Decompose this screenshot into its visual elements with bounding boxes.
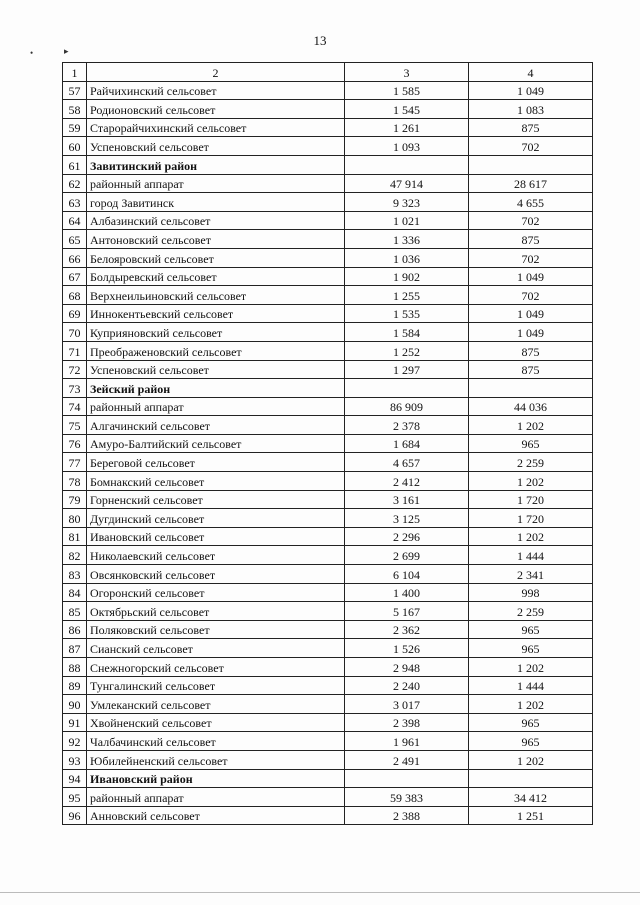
row-name-cell: Алгачинский сельсовет (87, 416, 345, 435)
col3-value-cell: 1 684 (345, 434, 469, 453)
col3-value-cell: 1 093 (345, 137, 469, 156)
col4-value-cell: 4 655 (469, 193, 593, 212)
col4-value-cell: 28 617 (469, 174, 593, 193)
row-number-cell: 95 (63, 788, 87, 807)
row-name-cell: Бомнакский сельсовет (87, 472, 345, 491)
row-name-cell: Горненский сельсовет (87, 490, 345, 509)
col3-value-cell: 2 699 (345, 546, 469, 565)
row-number-cell: 58 (63, 100, 87, 119)
table-row (63, 100, 593, 119)
table-row (63, 490, 593, 509)
row-name-cell: город Завитинск (87, 193, 345, 212)
table-row (63, 341, 593, 360)
row-name-cell: Завитинский район (87, 155, 345, 174)
col4-value-cell: 1 083 (469, 100, 593, 119)
table-section-row (63, 155, 593, 174)
row-name-cell: Старорайчихинский сельсовет (87, 118, 345, 137)
table-row (63, 248, 593, 267)
table-row (63, 602, 593, 621)
row-number-cell: 96 (63, 806, 87, 825)
col4-value-cell: 875 (469, 118, 593, 137)
col4-value-cell: 1 202 (469, 750, 593, 769)
col3-value-cell: 2 412 (345, 472, 469, 491)
row-name-cell: Октябрьский сельсовет (87, 602, 345, 621)
row-number-cell: 84 (63, 583, 87, 602)
col4-value-cell: 1 202 (469, 416, 593, 435)
table-row (63, 806, 593, 825)
col3-value-cell: 1 400 (345, 583, 469, 602)
row-name-cell: Иннокентьевский сельсовет (87, 304, 345, 323)
col4-value-cell: 875 (469, 230, 593, 249)
col3-value-cell: 1 255 (345, 286, 469, 305)
row-name-cell: Анновский сельсовет (87, 806, 345, 825)
row-number-cell: 69 (63, 304, 87, 323)
table-row (63, 118, 593, 137)
col4-value-cell: 1 202 (469, 527, 593, 546)
table-section-row (63, 769, 593, 788)
row-name-cell: Успеновский сельсовет (87, 137, 345, 156)
row-number-cell: 85 (63, 602, 87, 621)
col4-value-cell: 1 720 (469, 490, 593, 509)
col4-value-cell: 965 (469, 732, 593, 751)
col4-value-cell: 965 (469, 620, 593, 639)
row-number-cell: 76 (63, 434, 87, 453)
col3-value-cell: 1 535 (345, 304, 469, 323)
col3-value-cell: 2 398 (345, 713, 469, 732)
row-name-cell: Чалбачинский сельсовет (87, 732, 345, 751)
col3-value-cell: 1 261 (345, 118, 469, 137)
row-number-cell: 75 (63, 416, 87, 435)
col4-value-cell: 1 202 (469, 658, 593, 677)
col4-value-cell: 2 259 (469, 602, 593, 621)
row-number-cell: 68 (63, 286, 87, 305)
row-name-cell: районный аппарат (87, 788, 345, 807)
col4-value-cell: 1 049 (469, 304, 593, 323)
col3-value-cell: 1 902 (345, 267, 469, 286)
col3-value-cell: 59 383 (345, 788, 469, 807)
row-number-cell: 59 (63, 118, 87, 137)
col3-value-cell: 2 296 (345, 527, 469, 546)
table-header-row (63, 63, 593, 82)
row-name-cell: Куприяновский сельсовет (87, 323, 345, 342)
table-row (63, 230, 593, 249)
col4-value-cell: 1 444 (469, 676, 593, 695)
col3-value-cell: 86 909 (345, 397, 469, 416)
row-name-cell: Амуро-Балтийский сельсовет (87, 434, 345, 453)
row-number-cell: 89 (63, 676, 87, 695)
row-name-cell: Сианский сельсовет (87, 639, 345, 658)
data-table (62, 62, 593, 825)
table-row (63, 174, 593, 193)
header-cell: 3 (345, 63, 469, 82)
row-number-cell: 90 (63, 695, 87, 714)
row-number-cell: 62 (63, 174, 87, 193)
col3-value-cell: 47 914 (345, 174, 469, 193)
row-number-cell: 93 (63, 750, 87, 769)
col4-value-cell: 1 251 (469, 806, 593, 825)
table-row (63, 434, 593, 453)
col4-value-cell: 702 (469, 137, 593, 156)
col4-value-cell: 1 049 (469, 267, 593, 286)
col3-value-cell: 1 297 (345, 360, 469, 379)
row-name-cell: Поляковский сельсовет (87, 620, 345, 639)
table-row (63, 286, 593, 305)
page-number: 13 (313, 33, 327, 48)
col3-value-cell (345, 379, 469, 398)
row-name-cell: Успеновский сельсовет (87, 360, 345, 379)
table-row (63, 546, 593, 565)
col3-value-cell: 2 491 (345, 750, 469, 769)
row-name-cell: Ивановский район (87, 769, 345, 788)
row-number-cell: 66 (63, 248, 87, 267)
table-row (63, 713, 593, 732)
row-name-cell: Дугдинский сельсовет (87, 509, 345, 528)
row-number-cell: 77 (63, 453, 87, 472)
header-cell: 1 (63, 63, 87, 82)
col4-value-cell: 998 (469, 583, 593, 602)
table-row (63, 676, 593, 695)
table-row (63, 732, 593, 751)
row-number-cell: 94 (63, 769, 87, 788)
row-name-cell: Береговой сельсовет (87, 453, 345, 472)
row-name-cell: Ивановский сельсовет (87, 527, 345, 546)
table-row (63, 211, 593, 230)
row-number-cell: 80 (63, 509, 87, 528)
col3-value-cell: 9 323 (345, 193, 469, 212)
col4-value-cell: 44 036 (469, 397, 593, 416)
row-number-cell: 82 (63, 546, 87, 565)
row-number-cell: 81 (63, 527, 87, 546)
row-number-cell: 79 (63, 490, 87, 509)
row-name-cell: Албазинский сельсовет (87, 211, 345, 230)
table-row (63, 323, 593, 342)
margin-mark: ▸ (64, 46, 69, 56)
row-number-cell: 83 (63, 565, 87, 584)
row-name-cell: районный аппарат (87, 397, 345, 416)
col4-value-cell: 965 (469, 639, 593, 658)
row-number-cell: 74 (63, 397, 87, 416)
row-name-cell: Преображеновский сельсовет (87, 341, 345, 360)
col3-value-cell: 2 388 (345, 806, 469, 825)
row-name-cell: Николаевский сельсовет (87, 546, 345, 565)
row-number-cell: 63 (63, 193, 87, 212)
col3-value-cell: 3 161 (345, 490, 469, 509)
row-name-cell: Умлеканский сельсовет (87, 695, 345, 714)
header-cell: 2 (87, 63, 345, 82)
row-number-cell: 67 (63, 267, 87, 286)
table-row (63, 509, 593, 528)
table-row (63, 397, 593, 416)
row-number-cell: 61 (63, 155, 87, 174)
row-name-cell: Болдыревский сельсовет (87, 267, 345, 286)
row-name-cell: районный аппарат (87, 174, 345, 193)
col3-value-cell: 6 104 (345, 565, 469, 584)
col3-value-cell: 3 125 (345, 509, 469, 528)
table-row (63, 695, 593, 714)
col4-value-cell: 965 (469, 434, 593, 453)
col4-value-cell: 34 412 (469, 788, 593, 807)
table-section-row (63, 379, 593, 398)
table-row (63, 416, 593, 435)
col3-value-cell: 2 378 (345, 416, 469, 435)
table-row (63, 620, 593, 639)
table-row (63, 360, 593, 379)
table-row (63, 583, 593, 602)
col3-value-cell: 2 362 (345, 620, 469, 639)
col4-value-cell (469, 769, 593, 788)
col3-value-cell: 4 657 (345, 453, 469, 472)
col3-value-cell: 1 021 (345, 211, 469, 230)
table-row (63, 750, 593, 769)
col4-value-cell: 1 720 (469, 509, 593, 528)
row-number-cell: 65 (63, 230, 87, 249)
table-row (63, 788, 593, 807)
row-number-cell: 64 (63, 211, 87, 230)
row-number-cell: 92 (63, 732, 87, 751)
row-number-cell: 91 (63, 713, 87, 732)
header-cell: 4 (469, 63, 593, 82)
col4-value-cell: 875 (469, 341, 593, 360)
col4-value-cell: 1 202 (469, 472, 593, 491)
col3-value-cell: 1 584 (345, 323, 469, 342)
col4-value-cell: 965 (469, 713, 593, 732)
table-row (63, 304, 593, 323)
col4-value-cell: 702 (469, 286, 593, 305)
col3-value-cell: 1 585 (345, 81, 469, 100)
col3-value-cell: 3 017 (345, 695, 469, 714)
col3-value-cell (345, 769, 469, 788)
row-number-cell: 86 (63, 620, 87, 639)
col4-value-cell: 1 049 (469, 81, 593, 100)
col3-value-cell: 1 545 (345, 100, 469, 119)
col3-value-cell: 1 252 (345, 341, 469, 360)
table-row (63, 453, 593, 472)
row-name-cell: Хвойненский сельсовет (87, 713, 345, 732)
row-number-cell: 60 (63, 137, 87, 156)
row-name-cell: Овсянковский сельсовет (87, 565, 345, 584)
col3-value-cell: 2 948 (345, 658, 469, 677)
col4-value-cell: 1 202 (469, 695, 593, 714)
col4-value-cell: 702 (469, 211, 593, 230)
col3-value-cell: 5 167 (345, 602, 469, 621)
page-edge-rule (0, 892, 640, 893)
col3-value-cell: 1 526 (345, 639, 469, 658)
table-row (63, 565, 593, 584)
table-row (63, 658, 593, 677)
col4-value-cell (469, 379, 593, 398)
row-number-cell: 87 (63, 639, 87, 658)
row-name-cell: Зейский район (87, 379, 345, 398)
row-number-cell: 78 (63, 472, 87, 491)
col4-value-cell: 1 444 (469, 546, 593, 565)
row-name-cell: Райчихинский сельсовет (87, 81, 345, 100)
table-row (63, 81, 593, 100)
col3-value-cell: 1 336 (345, 230, 469, 249)
col3-value-cell: 1 961 (345, 732, 469, 751)
margin-mark: • (30, 48, 34, 58)
row-name-cell: Снежногорский сельсовет (87, 658, 345, 677)
row-name-cell: Антоновский сельсовет (87, 230, 345, 249)
col3-value-cell: 1 036 (345, 248, 469, 267)
table-row (63, 267, 593, 286)
row-name-cell: Белояровский сельсовет (87, 248, 345, 267)
table-row (63, 137, 593, 156)
row-number-cell: 73 (63, 379, 87, 398)
col4-value-cell: 2 259 (469, 453, 593, 472)
row-number-cell: 72 (63, 360, 87, 379)
row-name-cell: Юбилейненский сельсовет (87, 750, 345, 769)
row-number-cell: 71 (63, 341, 87, 360)
row-name-cell: Тунгалинский сельсовет (87, 676, 345, 695)
col4-value-cell: 1 049 (469, 323, 593, 342)
col4-value-cell: 702 (469, 248, 593, 267)
row-number-cell: 57 (63, 81, 87, 100)
row-name-cell: Огоронский сельсовет (87, 583, 345, 602)
col4-value-cell: 2 341 (469, 565, 593, 584)
table-row (63, 527, 593, 546)
col3-value-cell: 2 240 (345, 676, 469, 695)
col3-value-cell (345, 155, 469, 174)
col4-value-cell (469, 155, 593, 174)
row-number-cell: 88 (63, 658, 87, 677)
row-name-cell: Верхнеильиновский сельсовет (87, 286, 345, 305)
table-row (63, 472, 593, 491)
row-number-cell: 70 (63, 323, 87, 342)
col4-value-cell: 875 (469, 360, 593, 379)
table-row (63, 193, 593, 212)
row-name-cell: Родионовский сельсовет (87, 100, 345, 119)
table-row (63, 639, 593, 658)
